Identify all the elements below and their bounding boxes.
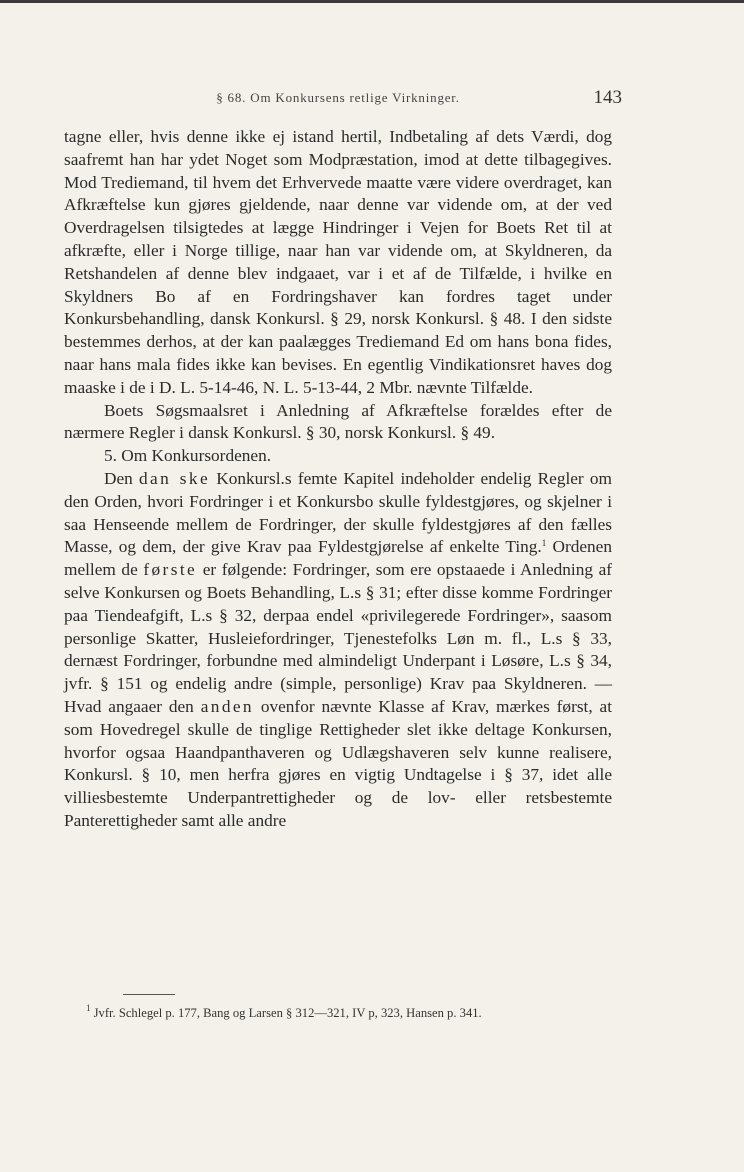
footnote-marker: 1 xyxy=(86,1003,91,1013)
footnote-text-line xyxy=(64,1003,602,1023)
section-heading: 5. Om Konkursordenen. xyxy=(104,446,272,466)
book-page xyxy=(64,82,622,833)
running-head: § 68. Om Konkursens retlige Virkninger. xyxy=(216,90,460,105)
footnote xyxy=(64,1003,602,1023)
paragraph-3-text-b: Konkursl.s femte Kapitel indeholder endelig Regler om den Orden, hvori Fordringer i et Konkursbo skulle fyldestgjøres, og skjelner i saa Henseende mellem de Fordringer, der skulle fyldestgjøres af den fælles Masse, og dem, der give Krav paa Fyldestgjørelse af enkelte Ting. xyxy=(64,468,612,557)
paragraph-3-text-d: er følgende: Fordringer, som ere opstaaede i Anledning af selve Konkursen og Boets Behandling, L.s § 31; efter disse komme Fordringer paa Tiendeafgift, L.s § 32, derpaa endel «privilegerede Fordringer», saasom personlige Skatter, Husleiefordringer, Tjenestefolks Løn m. fl., L.s § 33, dernæst Fordringer, forbundne med almindeligt Underpant i Løsøre, L.s § 34, jvfr. § 151 og endelig andre (simple, personlige) Krav paa Skyldneren. — Hvad angaaer den xyxy=(64,560,613,716)
footnote-separator xyxy=(123,994,175,995)
paragraph-3-text-c: Ordenen mellem de xyxy=(64,537,612,580)
body-text xyxy=(64,126,612,833)
spaced-word-danske: dan ske xyxy=(139,468,211,488)
page-number: 143 xyxy=(593,87,622,108)
paragraph-3-text-e: ovenfor nævnte Klasse af Krav, mærkes først, at som Hovedregel skulle de tinglige Rettigheder slet ikke deltage Konkursen, hvorfor ogsaa Haandpanthaveren og Udlægshaveren selv kunne realisere, Konkursl. § 10, men herfra gjøres en vigtig Undtagelse i § 37, idet alle villiesbestemte Underpantrettigheder og de lov- eller retsbestemte Panterettigheder samt alle andre xyxy=(64,696,613,830)
page-header xyxy=(64,82,622,112)
spaced-word-forste: første xyxy=(143,560,198,580)
page-top-edge xyxy=(0,0,744,3)
paragraph-3-text-a: Den xyxy=(104,468,133,488)
spaced-word-anden: anden xyxy=(200,696,254,716)
footnote-reference[interactable]: 1 xyxy=(541,538,547,549)
footnote-text: Jvfr. Schlegel p. 177, Bang og Larsen § 312—321, IV p, 323, Hansen p. 341. xyxy=(93,1006,482,1020)
paragraph-2: Boets Søgsmaalsret i Anledning af Afkræftelse forældes efter de nærmere Regler i dansk Konkursl. § 30, norsk Konkursl. § 49. xyxy=(64,400,612,443)
paragraph-1: tagne eller, hvis denne ikke ej istand hertil, Indbetaling af dets Værdi, dog saafremt han har ydet Noget som Modpræstation, imod at dette tilbagegives. Mod Trediemand, til hvem det Erhvervede maatte være videre overdraget, kan Afkræftelse kun gjøres gjeldende, naar denne var vidende om, at der ved Overdragelsen tilsigtedes at lægge Hindringer i Vejen for Boets Ret til at afkræfte, eller i Norge tillige, naar han var vidende om, at Skyldneren, da Retshandelen af denne blev indgaaet, var i et af de Tilfælde, i hvilke en Skyldners Bo af en Fordringshaver kan fordres taget under Konkursbehandling, dansk Konkursl. § 29, norsk Konkursl. § 48. I den sidste bestemmes derhos, at der kan paalægges Trediemand Ed om hans bona fides, naar hans mala fides ikke kan bevises. En egentlig Vindikationsret haves dog maaske i de i D. L. 5-14-46, N. L. 5-13-44, 2 Mbr. nævnte Tilfælde. xyxy=(64,127,612,397)
paragraph-3 xyxy=(64,468,612,833)
